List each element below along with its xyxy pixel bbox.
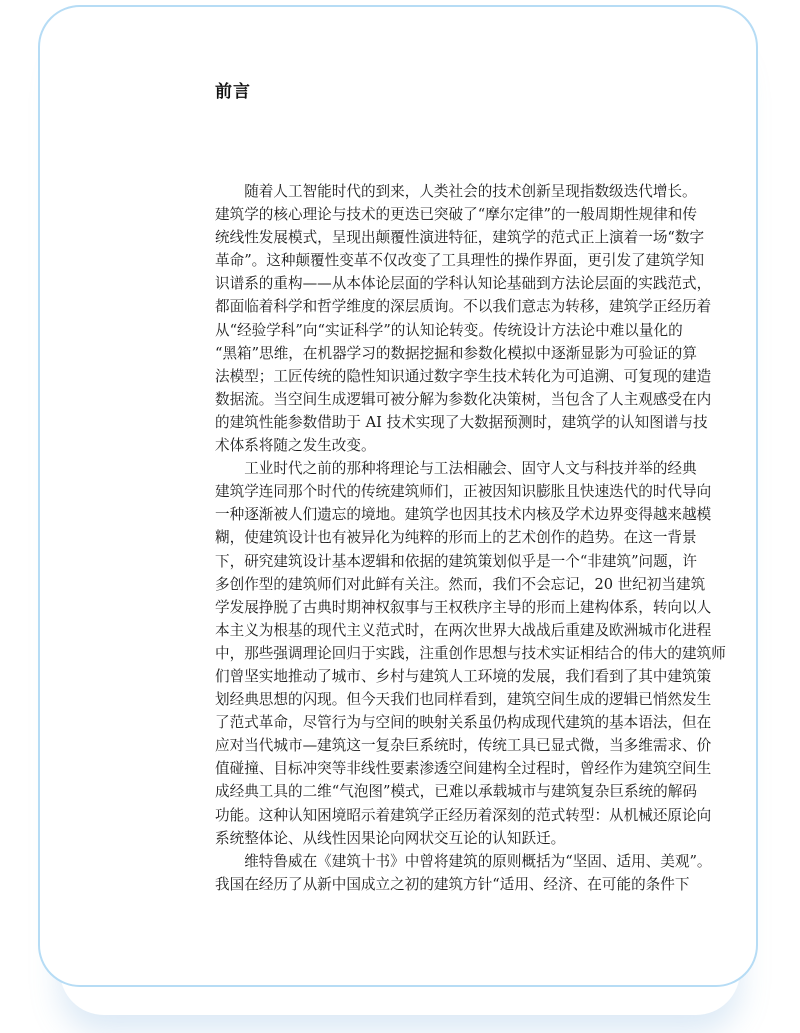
text-line: 们曾坚实地推动了城市、乡村与建筑人工环境的发展，我们看到了其中建筑策 xyxy=(215,667,712,685)
text-line: 学发展挣脱了古典时期神权叙事与王权秩序主导的形而上建构体系，转向以人 xyxy=(215,598,712,616)
text-line: 维特鲁威在《建筑十书》中曾将建筑的原则概括为“坚固、适用、美观”。 xyxy=(215,852,712,870)
text-line: 的建筑性能参数借助于 AI 技术实现了大数据预测时，建筑学的认知图谱与技 xyxy=(215,413,708,431)
text-line: 值碰撞、目标冲突等非线性要素渗透空间建构全过程时，曾经作为建筑空间生 xyxy=(215,760,712,778)
text-line: 中，那些强调理论回归于实践，注重创作思想与技术实证相结合的伟大的建筑师 xyxy=(215,644,726,662)
text-line: 划经典思想的闪现。但今天我们也同样看到，建筑空间生成的逻辑已悄然发生 xyxy=(215,691,712,709)
page-title: 前言 xyxy=(215,82,251,102)
text-line: 一种逐渐被人们遗忘的境地。建筑学也因其技术内核及学术边界变得越来越模 xyxy=(215,506,712,524)
text-line: 系统整体论、从线性因果论向网状交互论的认知跃迁。 xyxy=(215,829,566,847)
text-line: 识谱系的重构——从本体论层面的学科认知论基础到方法论层面的实践范式， xyxy=(215,275,712,293)
text-line: “黑箱”思维，在机器学习的数据挖掘和参数化模拟中逐渐显影为可验证的算 xyxy=(215,344,697,362)
text-line: 术体系将随之发生改变。 xyxy=(215,437,376,455)
text-line: 都面临着科学和哲学维度的深层质询。不以我们意志为转移，建筑学正经历着 xyxy=(215,298,712,316)
text-line: 本主义为根基的现代主义范式时，在两次世界大战战后重建及欧洲城市化进程 xyxy=(215,621,712,639)
text-line: 数据流。当空间生成逻辑可被分解为参数化决策树，当包含了人主观感受在内 xyxy=(215,390,712,408)
text-line: 工业时代之前的那种将理论与工法相融会、固守人文与科技并举的经典 xyxy=(215,460,697,478)
text-line: 建筑学的核心理论与技术的更迭已突破了“摩尔定律”的一般周期性规律和传 xyxy=(215,206,697,224)
paragraph xyxy=(215,180,712,457)
text-line: 革命”。这种颠覆性变革不仅改变了工具理性的操作界面，更引发了建筑学知 xyxy=(215,252,705,270)
text-line: 成经典工具的二维“气泡图”模式，已难以承载城市与建筑复杂巨系统的解码 xyxy=(215,783,697,801)
text-line: 糊，使建筑设计也有被异化为纯粹的形而上的艺术创作的趋势。在这一背景 xyxy=(215,529,697,547)
paragraph xyxy=(215,457,726,850)
text-line: 从“经验学科”向“实证科学”的认知论转变。传统设计方法论中难以量化的 xyxy=(215,321,683,339)
text-line: 统线性发展模式，呈现出颠覆性演进特征，建筑学的范式正上演着一场“数字 xyxy=(215,229,705,247)
text-line: 功能。这种认知困境昭示着建筑学正经历着深刻的范式转型：从机械还原论向 xyxy=(215,806,712,824)
paragraph xyxy=(215,850,712,896)
text-line: 了范式革命，尽管行为与空间的映射关系虽仍构成现代建筑的基本语法，但在 xyxy=(215,714,712,732)
document-body xyxy=(215,180,726,896)
text-line: 下，研究建筑设计基本逻辑和依据的建筑策划似乎是一个“非建筑”问题，许 xyxy=(215,552,697,570)
text-line: 我国在经历了从新中国成立之初的建筑方针“适用、经济、在可能的条件下 xyxy=(215,875,690,893)
text-line: 法模型；工匠传统的隐性知识通过数字孪生技术转化为可追溯、可复现的建造 xyxy=(215,367,712,385)
text-line: 应对当代城市—建筑这一复杂巨系统时，传统工具已显式微，当多维需求、价 xyxy=(215,737,712,755)
text-line: 多创作型的建筑师们对此鲜有关注。然而，我们不会忘记，20 世纪初当建筑 xyxy=(215,575,706,593)
text-line: 随着人工智能时代的到来，人类社会的技术创新呈现指数级迭代增长。 xyxy=(215,183,697,200)
text-line: 建筑学连同那个时代的传统建筑师们，正被因知识膨胀且快速迭代的时代导向 xyxy=(215,483,712,501)
